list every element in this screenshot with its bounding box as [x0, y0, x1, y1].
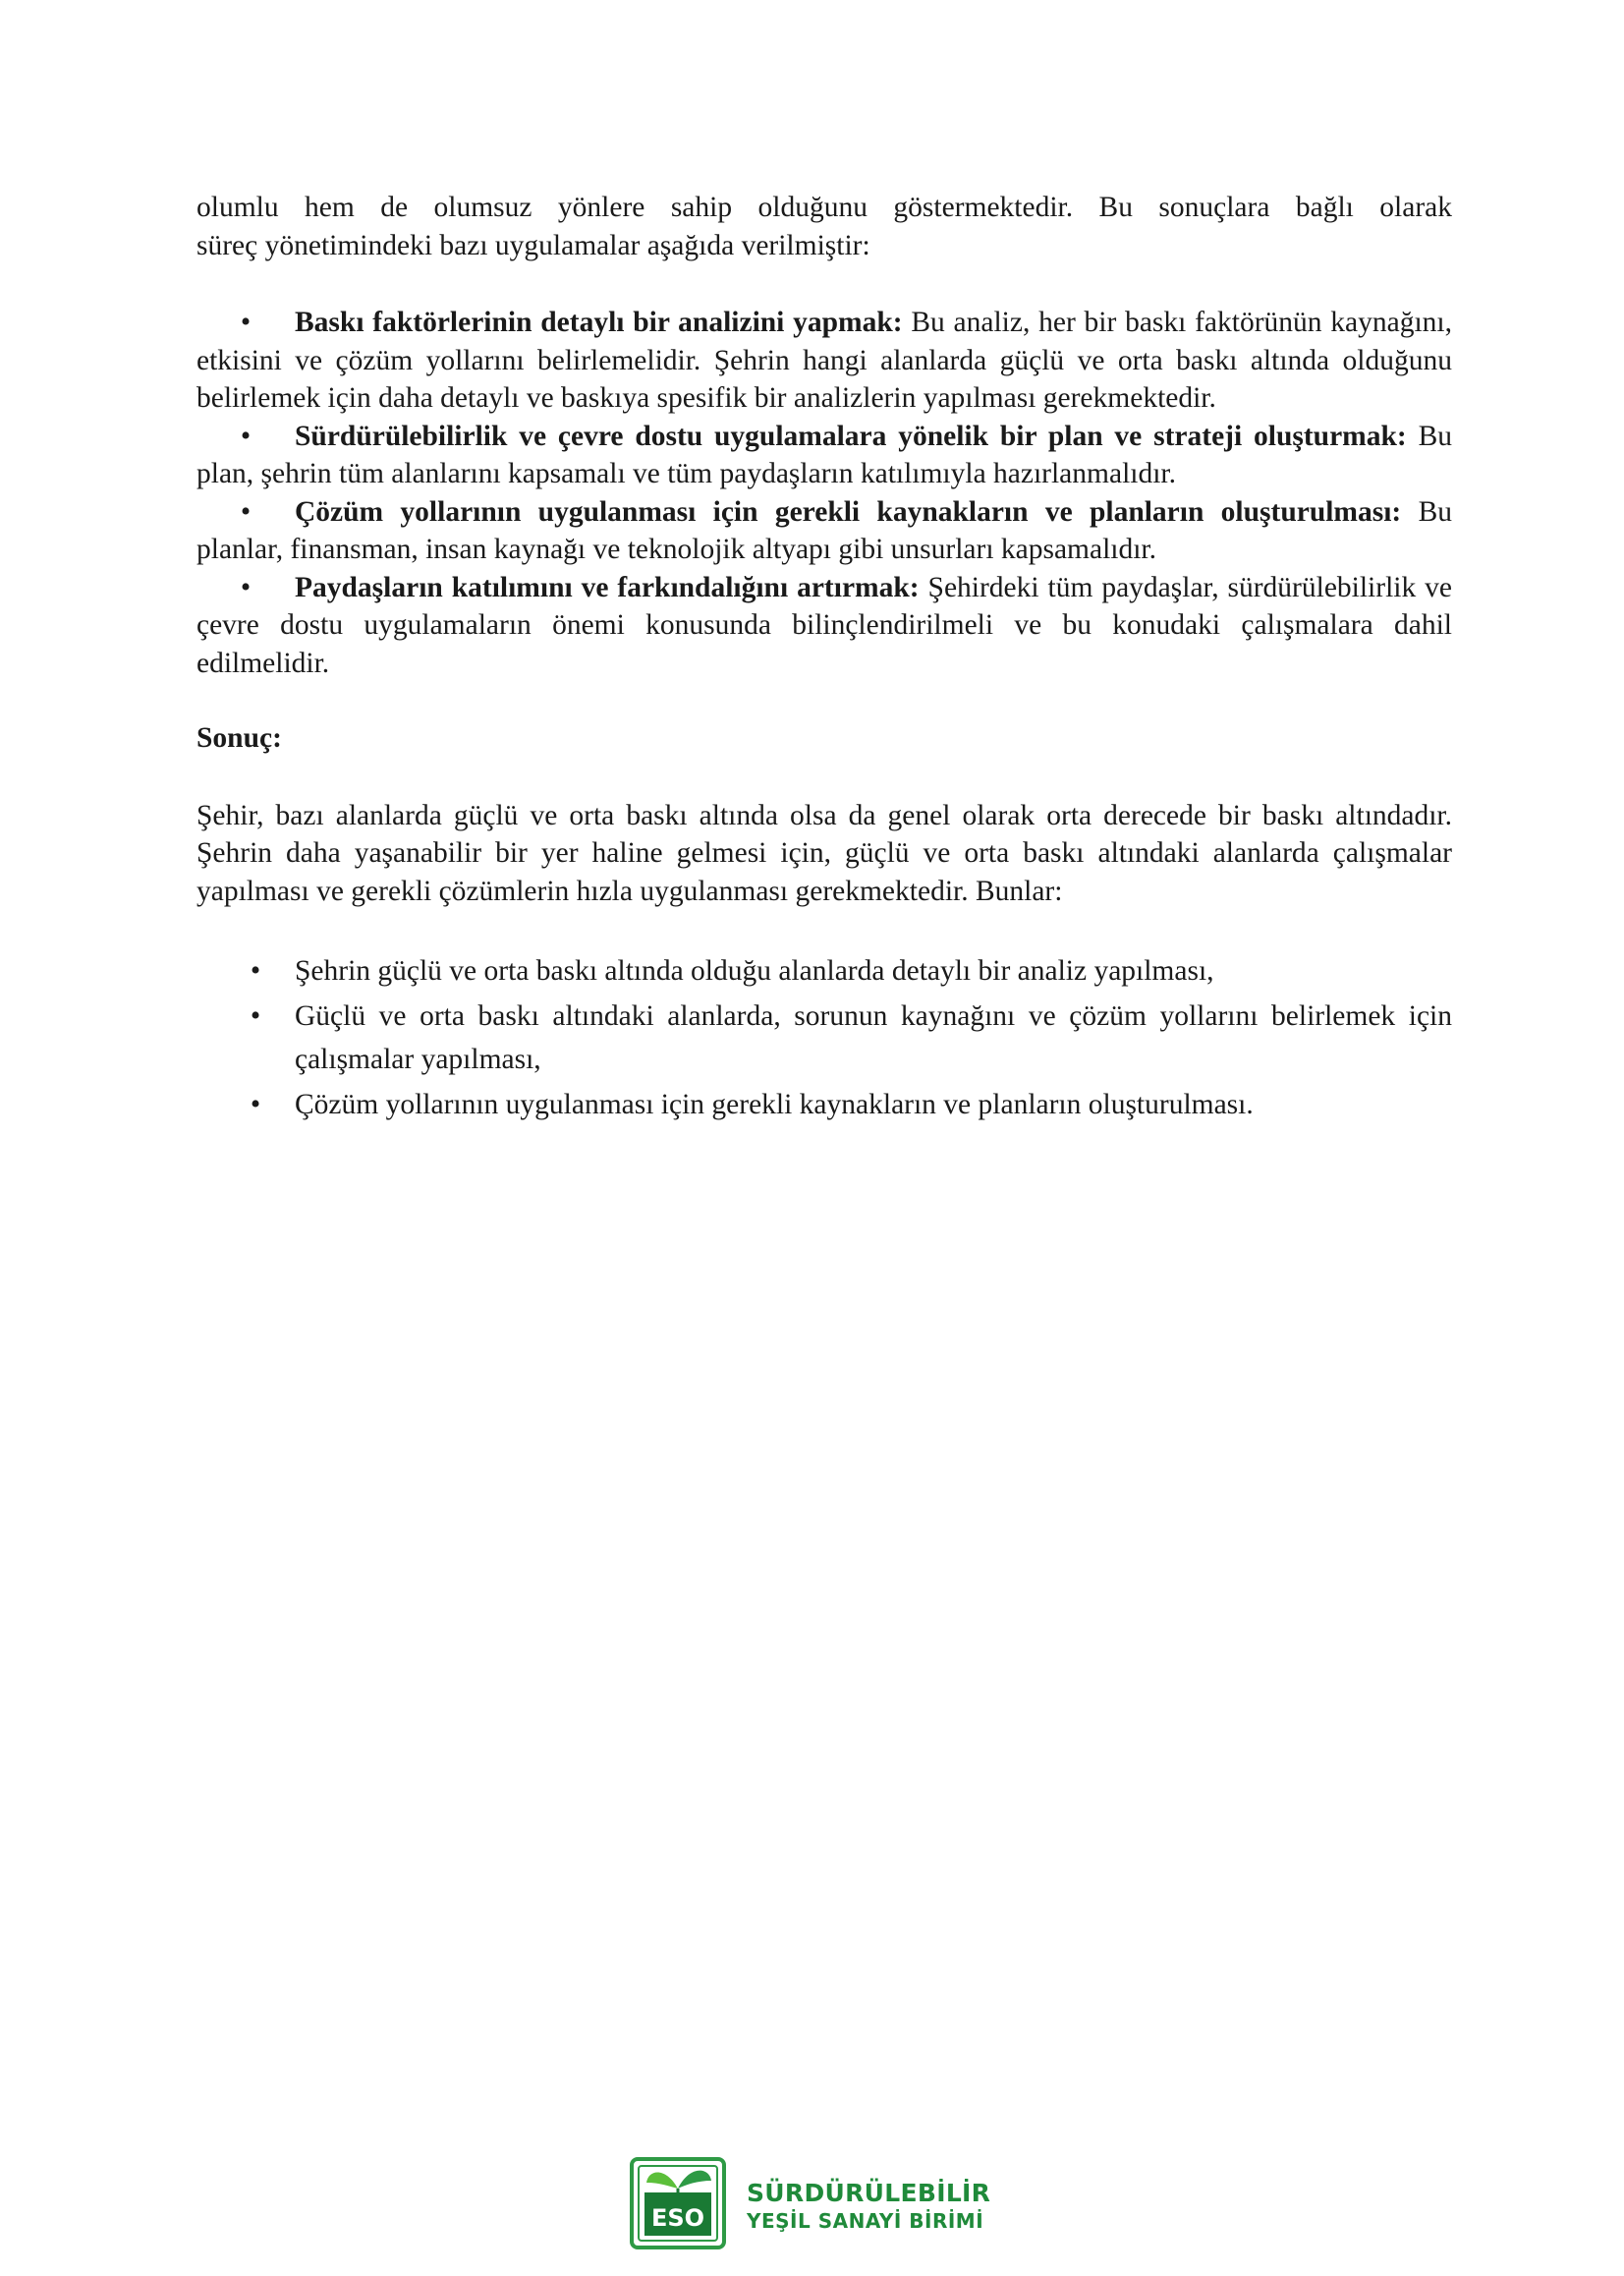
conclusion-item-text: Şehrin güçlü ve orta baskı altında olduğu alanlarda detaylı bir analiz yapılması, — [295, 955, 1214, 987]
bullet-icon: • — [240, 307, 252, 338]
conclusion-item — [196, 995, 1452, 1081]
bullet-icon: • — [240, 420, 252, 452]
bullet-icon: • — [250, 1089, 261, 1120]
bullet-icon: • — [250, 955, 261, 987]
conclusion-list — [196, 949, 1452, 1126]
logo-mark-text: ESO — [650, 2204, 705, 2232]
logo-wordmark — [747, 2179, 990, 2234]
conclusion-item-text: Çözüm yollarının uygulanması için gerekli kaynakların ve planların oluşturulması. — [295, 1089, 1254, 1120]
spacer — [196, 682, 1452, 719]
intro-line-2: süreç yönetimindeki bazı uygulamalar aşağıda verilmiştir: — [196, 229, 870, 261]
bullet-icon: • — [250, 1000, 261, 1032]
practice-title: Çözüm yollarının uygulanması için gerekli kaynakların ve planların oluşturulması: — [295, 495, 1402, 528]
conclusion-item — [196, 949, 1452, 993]
practices-list — [196, 304, 1452, 682]
bullet-icon: • — [240, 495, 252, 528]
practice-item — [196, 304, 1452, 418]
practice-text: Şehirdeki tüm paydaşlar, sürdürülebilirlik ve çevre dostu uygulamaların önemi konusunda bilinçlendirilmeli ve bu konudaki çalışmalara dahil edilmelidir. — [196, 571, 1452, 679]
bullet-icon: • — [240, 571, 252, 603]
section-heading: Sonuç: — [196, 722, 282, 754]
intro-line-1: olumlu hem de olumsuz yönlere sahip olduğunu göstermektedir. Bu sonuçlara bağlı olarak — [196, 192, 1452, 223]
conclusion-item-text: Güçlü ve orta baskı altındaki alanlarda, sorunun kaynağını ve çözüm yollarını belirlemek için çalışmalar yapılması, — [295, 1000, 1452, 1075]
practice-title: Baskı faktörlerinin detaylı bir analizini yapmak: — [295, 307, 903, 338]
spacer — [196, 910, 1452, 949]
spacer — [196, 758, 1452, 797]
practice-item — [196, 418, 1452, 493]
logo-line-2: YEŞİL SANAYİ BİRİMİ — [747, 2209, 984, 2233]
footer-logo — [629, 2147, 991, 2255]
spacer — [196, 264, 1452, 304]
practice-text: Bu analiz, her bir baskı faktörünün kaynağını, etkisini ve çözüm yollarını belirlemelidir. Şehrin hangi alanlarda güçlü ve orta baskı altında olduğunu belirlemek için daha detaylı ve baskıya spesifik bir analizlerin yapılması gerekmektedir. — [196, 307, 1453, 414]
practice-text: Bu planlar, finansman, insan kaynağı ve teknolojik altyapı gibi unsurları kapsamalıdır. — [196, 495, 1452, 565]
practice-text: Bu plan, şehrin tüm alanlarını kapsamalı ve tüm paydaşların katılımıyla hazırlanmalıdır. — [196, 420, 1453, 489]
practice-title: Sürdürülebilirlik ve çevre dostu uygulamalara yönelik bir plan ve strateji oluşturmak: — [295, 420, 1407, 452]
eso-logo-icon — [629, 2153, 727, 2251]
conclusion-item — [196, 1083, 1452, 1126]
conclusion-paragraph: Şehir, bazı alanlarda güçlü ve orta baskı altında olsa da genel olarak orta derecede bir baskı altındadır. Şehrin daha yaşanabilir bir yer haline gelmesi için, güçlü ve orta baskı altındaki alanlarda çalışmalar yapılması ve gerekli çözümlerin hızla uygulanması gerekmektedir. Bunlar: — [196, 799, 1452, 907]
practice-item — [196, 493, 1452, 569]
practice-title: Paydaşların katılımını ve farkındalığını artırmak: — [295, 571, 920, 603]
document-body — [196, 189, 1452, 1128]
practice-item — [196, 569, 1452, 683]
logo-line-1: SÜRDÜRÜLEBİLİR — [747, 2179, 991, 2207]
